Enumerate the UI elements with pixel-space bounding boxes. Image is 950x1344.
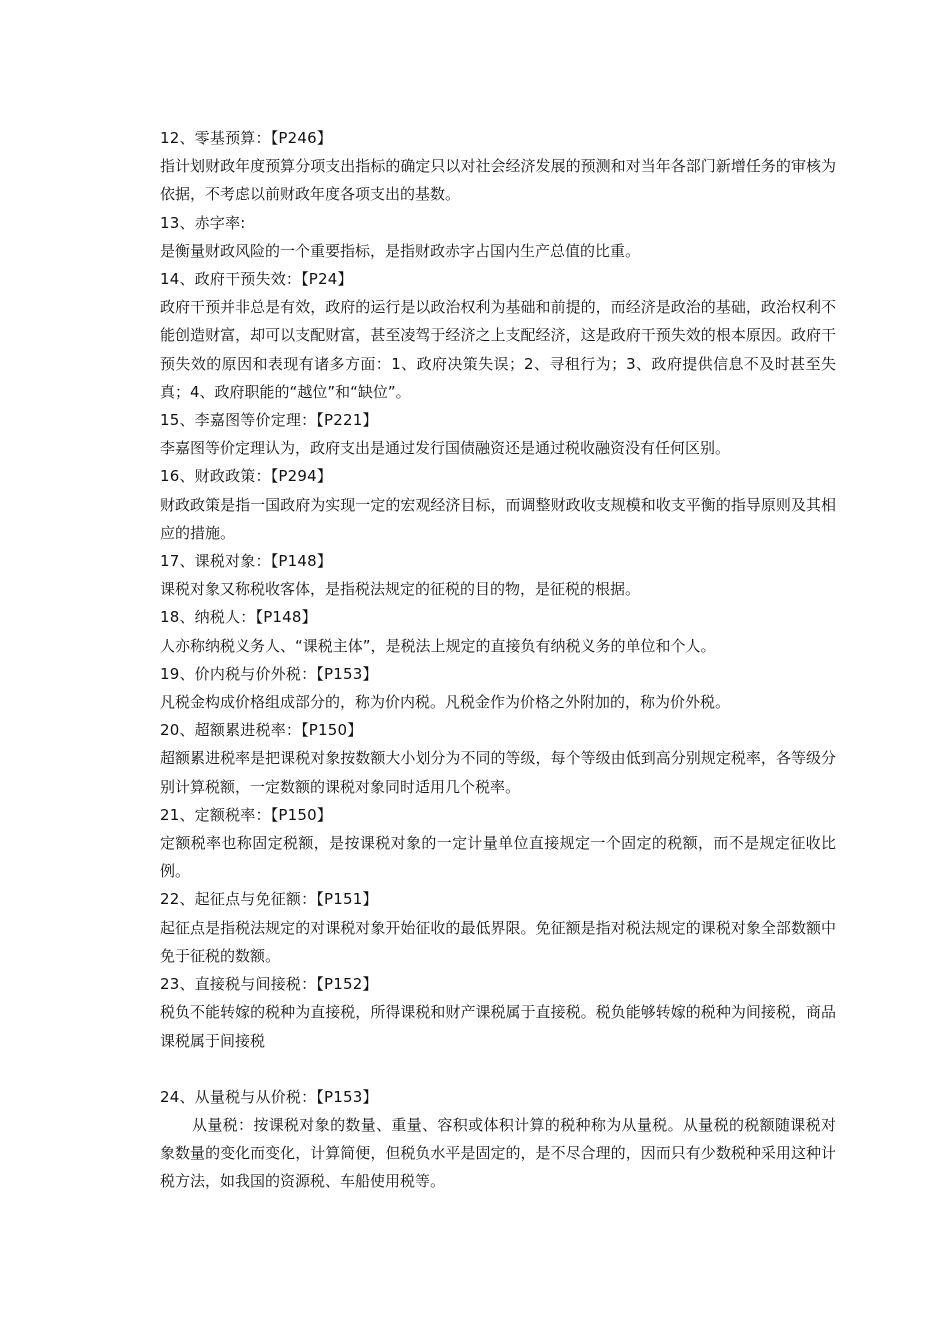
entry-body-19: 凡税金构成价格组成部分的，称为价内税。凡税金作为价格之外附加的，称为价外税。 bbox=[160, 693, 731, 712]
entry-heading-24: 24、从量税与从价税：【P153】 bbox=[160, 1087, 378, 1106]
entry-body-24: 从量税：按课税对象的数量、重量、容积或体积计算的税种称为从量税。从量税的税额随课税对象数量的变化而变化，计算简便，但税负水平是固定的，是不尽合理的，因而只有少数税种采用这种计税方法，如我国的资源税、车船使用税等。 bbox=[160, 1115, 836, 1191]
entry-heading-23: 23、直接税与间接税：【P152】 bbox=[160, 975, 378, 994]
entry-heading-20: 20、超额累进税率：【P150】 bbox=[160, 721, 363, 740]
document-page bbox=[160, 124, 836, 1196]
entry-heading-12: 12、零基预算：【P246】 bbox=[160, 129, 333, 147]
entry-body-14: 政府干预并非总是有效，政府的运行是以政治权利为基础和前提的，而经济是政治的基础，政治权利不能创造财富，却可以支配财富，甚至凌驾于经济之上支配经济，这是政府干预失效的根本原因。政府干预失效的原因和表现有诸多方面：1、政府决策失误；2、寻租行为；3、政府提供信息不及时甚至失真；4、政府职能的“越位”和“缺位”。 bbox=[160, 298, 836, 401]
entry-heading-15: 15、李嘉图等价定理：【P221】 bbox=[160, 411, 378, 430]
entry-body-15: 李嘉图等价定理认为，政府支出是通过发行国债融资还是通过税收融资没有任何区别。 bbox=[160, 439, 731, 458]
entry-body-18: 人亦称纳税义务人、“课税主体”，是税法上规定的直接负有纳税义务的单位和个人。 bbox=[160, 636, 716, 655]
entry-body-12: 指计划财政年度预算分项支出指标的确定只以对社会经济发展的预测和对当年各部门新增任务的审核为依据，不考虑以前财政年度各项支出的基数。 bbox=[160, 157, 836, 204]
entry-body-17: 课税对象又称税收客体，是指税法规定的征税的目的物，是征税的根据。 bbox=[160, 580, 641, 599]
entry-heading-14: 14、政府干预失效：【P24】 bbox=[160, 270, 353, 289]
entry-heading-13: 13、赤字率: bbox=[160, 213, 246, 232]
entry-body-16: 财政政策是指一国政府为实现一定的宏观经济目标，而调整财政收支规模和收支平衡的指导原则及其相应的措施。 bbox=[160, 495, 836, 542]
entry-heading-17: 17、课税对象：【P148】 bbox=[160, 552, 333, 571]
entry-body-20: 超额累进税率是把课税对象按数额大小划分为不同的等级，每个等级由低到高分别规定税率，各等级分别计算税额，一定数额的课税对象同时适用几个税率。 bbox=[160, 749, 836, 796]
entry-heading-21: 21、定额税率：【P150】 bbox=[160, 805, 333, 824]
entry-heading-22: 22、起征点与免征额：【P151】 bbox=[160, 890, 378, 909]
entry-body-23: 税负不能转嫁的税种为直接税，所得课税和财产课税属于直接税。税负能够转嫁的税种为间接税，商品课税属于间接税 bbox=[160, 1003, 836, 1050]
entry-body-21: 定额税率也称固定税额，是按课税对象的一定计量单位直接规定一个固定的税额，而不是规定征收比例。 bbox=[160, 834, 836, 881]
entry-heading-19: 19、价内税与价外税：【P153】 bbox=[160, 664, 378, 683]
entry-heading-18: 18、纳税人：【P148】 bbox=[160, 608, 317, 627]
entry-body-13: 是衡量财政风险的一个重要指标，是指财政赤字占国内生产总值的比重。 bbox=[160, 241, 641, 260]
entry-heading-16: 16、财政政策：【P294】 bbox=[160, 467, 333, 486]
paragraph-spacer bbox=[160, 1055, 836, 1083]
entry-body-22: 起征点是指税法规定的对课税对象开始征收的最低界限。免征额是指对税法规定的课税对象全部数额中免于征税的数额。 bbox=[160, 918, 836, 965]
